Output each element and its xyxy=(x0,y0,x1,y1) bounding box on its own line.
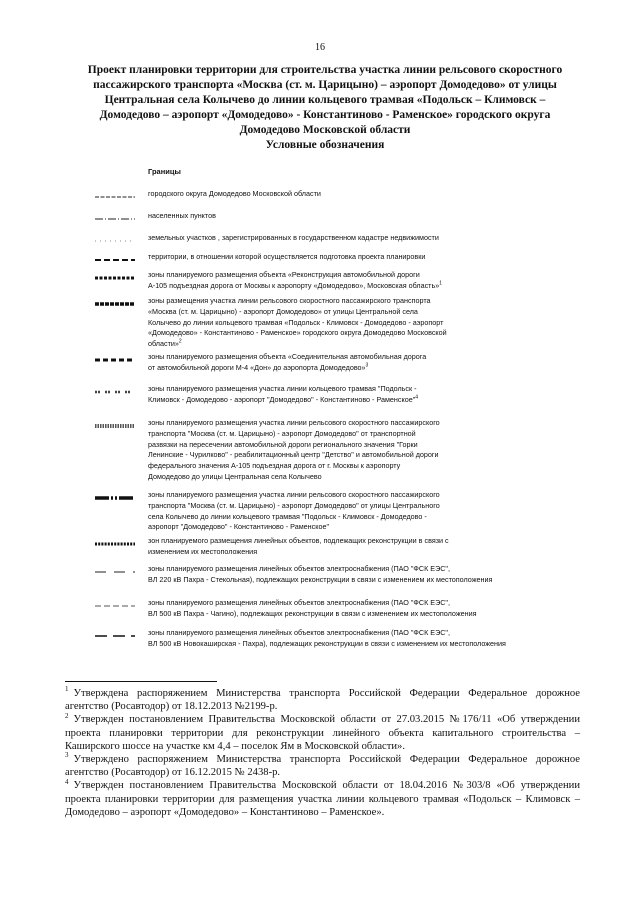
legend-item-label: зоны планируемого размещения линейных объектов электроснабжения (ПАО "ФСК ЕЭС", ВЛ 220 кВ Пахра - Стекольная), подлежащих реконструкции в связи с изменением их местоположения xyxy=(148,564,493,584)
legend-item-text xyxy=(148,384,588,406)
legend-item-text xyxy=(148,189,588,200)
footnotes xyxy=(65,687,580,819)
footnote-mark: 1 xyxy=(65,685,69,694)
footnote-divider xyxy=(65,681,217,682)
legend-item-text xyxy=(148,352,588,374)
footnote-text: Утверждено распоряжением Министерства транспорта Российской Федерации Федеральное дорожное агентство (Росавтодор) от 16.12.2015 № 2438-р. xyxy=(65,754,580,779)
legend-item-label: зоны планируемого размещения объекта «Реконструкция автомобильной дороги А-105 подъездная дорога от Москвы к аэропорту «Домодедово», Московская область» xyxy=(148,270,440,290)
legend-heading: Границы xyxy=(148,167,181,176)
legend-item-label: зоны планируемого размещения участка линии рельсового скоростного пассажирского транспорта "Москва (ст. м. Царицыно) - аэропорт Домодедово" от транспортной развязки на пересечении автомобильной дороги регионального значения "Горки Ленинские - Чурилково" - реабилитационный центр "Детство" и автомобильной дороги федерального значения А-105 подъездная дорога от г. Москвы к аэропорту Домодедово до улицы Центральная села Колычево xyxy=(148,418,440,481)
title-line: Центральная села Колычево до линии кольцевого трамвая «Подольск – Климовск – xyxy=(104,94,546,106)
legend-symbol-mixed-blocks xyxy=(95,494,135,502)
legend-item-text xyxy=(148,490,588,533)
legend-footnote-ref: 4 xyxy=(415,394,419,401)
footnote-text: Утвержден постановлением Правительства Московской области от 18.04.2016 №303/8 «Об утверждении проекта планировки территории для размещения участка линии кольцевого трамвая «Подольск – Климовск – Домодедово – аэропорт «Домодедово» – Константиново – Раменское». xyxy=(65,780,580,818)
legend-item-text xyxy=(148,233,588,244)
footnote xyxy=(65,687,580,713)
legend-item-label: городского округа Домодедово Московской области xyxy=(148,189,321,198)
legend-footnote-ref: 2 xyxy=(178,338,182,345)
legend-symbol-block-dash xyxy=(95,274,135,282)
legend-item-text xyxy=(148,536,588,558)
legend-symbol-small-blocks xyxy=(95,388,135,396)
legend-item-label: зоны планируемого размещения участка линии кольцевого трамвая "Подольск - Климовск - Домодедово - аэропорт "Домодедово" - Константиново - Раменское" xyxy=(148,384,417,404)
legend-symbol-block-dash-heavy xyxy=(95,300,135,308)
footnote xyxy=(65,753,580,779)
legend-item-text xyxy=(148,211,588,222)
page-number: 16 xyxy=(315,42,325,53)
legend-title: Условные обозначения xyxy=(265,139,385,151)
legend-footnote-ref: 3 xyxy=(365,362,369,369)
legend-footnote-ref: 1 xyxy=(439,280,442,287)
legend-item-text xyxy=(148,418,588,483)
legend-item-text xyxy=(148,564,588,586)
legend-item-label: зоны планируемого размещения объекта «Соединительная автомобильная дорога от автомобильной дороги М-4 «Дон» до аэропорта Домодедово» xyxy=(148,352,427,372)
legend-item-label: зоны планируемого размещения линейных объектов электроснабжения (ПАО "ФСК ЕЭС", ВЛ 500 кВ Новокаширская - Пахра), подлежащих реконструкции в связи с изменением их местоположения xyxy=(148,628,506,648)
legend-item-label: зоны размещения участка линии рельсового скоростного пассажирского транспорта «Москва (ст. м. Царицыно) - аэропорт Домодедово» от улицы Центральной села Колычево до линии кольцевого трамвая «Подольск - Климовск - Домодедово - аэропорт «Домодедово» - Константиново - Раменское» городского округа Домодедово Московской области» xyxy=(148,296,447,349)
legend-symbol-dash-dot xyxy=(95,215,135,223)
document-title xyxy=(70,63,580,153)
footnote xyxy=(65,779,580,819)
legend-symbol-dash-long xyxy=(95,193,135,201)
legend-symbol-long-dash-gap xyxy=(95,568,135,576)
legend-symbol-thin-dash xyxy=(95,602,135,610)
legend-symbol-dot-blocks xyxy=(95,540,135,548)
title-line: пассажирского транспорта «Москва (ст. м. Царицыно) – аэропорт Домодедово» от улицы xyxy=(93,79,557,91)
legend-symbol-hatched-blocks xyxy=(95,422,135,430)
legend-item-text xyxy=(148,296,588,350)
footnote xyxy=(65,713,580,753)
legend-item-text xyxy=(148,270,588,292)
footnote-mark: 3 xyxy=(65,751,69,760)
footnote-text: Утвержден постановлением Правительства Московской области от 27.03.2015 №176/11 «Об утверждении проекта планировки территории для реконструкции линейного объекта капитального строительства – Каширского шоссе на участке км 4,4 – поселок Ям в Московской области». xyxy=(65,714,580,752)
legend-item-text xyxy=(148,628,588,650)
legend-symbol-block-dash-sparse xyxy=(95,356,135,364)
legend-item-text xyxy=(148,252,588,263)
legend-item-label: зоны планируемого размещения линейных объектов электроснабжения (ПАО "ФСК ЕЭС", ВЛ 500 кВ Пахра - Чагино), подлежащих реконструкции в связи с изменением их местоположения xyxy=(148,598,477,618)
legend-symbol-dash-bold xyxy=(95,256,135,264)
legend-item-label: зоны планируемого размещения участка линии рельсового скоростного пассажирского транспорта "Москва (ст. м. Царицыно) - аэропорт Домодедово" от улицы Центрального села Колычево до линии кольцевого трамвая "Подольск - Климовск - Домодедово - аэропорт "Домодедово" - Константиново - Раменское" xyxy=(148,490,440,532)
legend-item-label: территории, в отношении которой осуществляется подготовка проекта планировки xyxy=(148,252,426,261)
footnote-text: Утверждена распоряжением Министерства транспорта Российской Федерации Федеральное дорожное агентство (Росавтодор) от 18.12.2013 №2199-р. xyxy=(65,688,580,713)
footnote-mark: 4 xyxy=(65,777,69,786)
title-line: Домодедово – аэропорт «Домодедово» - Константиново - Раменское» городского округа xyxy=(99,109,551,121)
legend-symbol-medium-dash xyxy=(95,632,135,640)
title-line: Домодедово Московской области xyxy=(239,124,411,136)
legend-item-text xyxy=(148,598,588,620)
legend-item-label: земельных участков , зарегистрированных в государственном кадастре недвижимости xyxy=(148,233,439,242)
title-line: Проект планировки территории для строительства участка линии рельсового скоростного xyxy=(87,64,563,76)
legend-symbol-dotted xyxy=(95,237,135,245)
legend-item-label: зон планируемого размещения линейных объектов, подлежащих реконструкции в связи с изменением их местоположения xyxy=(148,536,449,556)
footnote-mark: 2 xyxy=(65,711,69,720)
legend-item-label: населенных пунктов xyxy=(148,211,216,220)
